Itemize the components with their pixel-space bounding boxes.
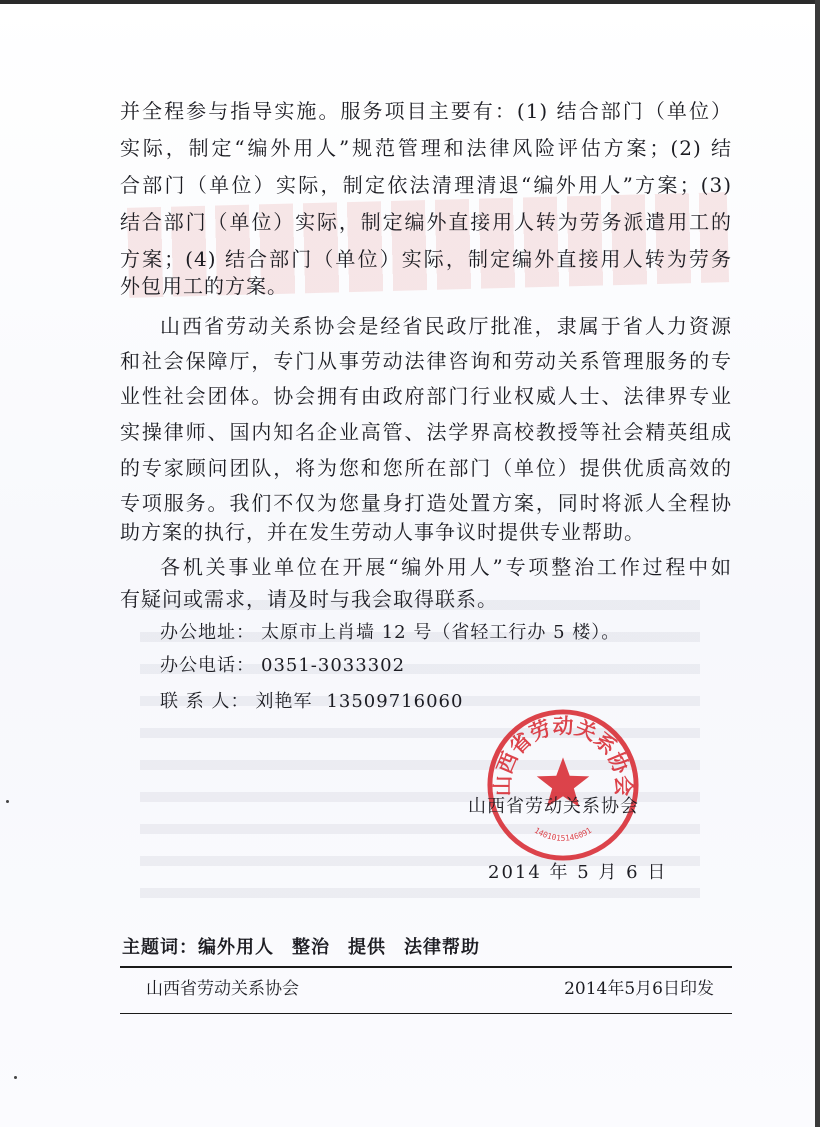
contact-address-label: 办公地址：	[160, 622, 255, 643]
contact-address-value: 太原市上肖墙 12 号（省轻工行办 5 楼）。	[261, 622, 621, 643]
contact-phone-value: 0351-3033302	[261, 655, 406, 676]
body-line: 实际，制定“编外用人”规范管理和法律风险评估方案；(2) 结	[120, 136, 732, 160]
footer-issue-date: 2014年5月6日印发	[564, 979, 714, 999]
body-line: 业性社会团体。协会拥有由政府部门行业权威人士、法律界专业	[120, 384, 732, 408]
seal-arc-text: 山西省劳动关系协会	[490, 714, 636, 797]
body-line: 合部门（单位）实际，制定依法清理清退“编外用人”方案；(3)	[120, 173, 732, 197]
body-line: 实操律师、国内知名企业高管、法学界高校教授等社会精英组成	[120, 420, 732, 444]
contact-person-name: 刘艳军	[255, 691, 313, 712]
body-line: 结合部门（单位）实际，制定编外直接用人转为劳务派遣用工的	[120, 210, 732, 234]
body-line: 各机关事业单位在开展“编外用人”专项整治工作过程中如	[160, 555, 732, 579]
contact-phone-label: 办公电话：	[160, 655, 255, 676]
scan-edge-right	[815, 0, 820, 1127]
contact-person-label: 联 系 人：	[160, 691, 250, 712]
subject-keywords	[122, 935, 498, 961]
scan-speck	[14, 1076, 17, 1079]
body-line: 助方案的执行，并在发生劳动人事争议时提供专业帮助。	[120, 520, 645, 544]
seal-code: 1401015146091	[532, 825, 594, 843]
body-line: 和社会保障厅，专门从事劳动法律咨询和劳动关系管理服务的专	[120, 349, 732, 373]
body-line: 并全程参与指导实施。服务项目主要有：(1) 结合部门（单位）	[120, 99, 732, 123]
footer-rule-top	[120, 966, 732, 968]
body-line: 外包用工的方案。	[120, 274, 288, 298]
contact-person	[160, 689, 463, 715]
keyword-term: 提供	[348, 937, 386, 958]
footer-issuer: 山西省劳动关系协会	[146, 979, 299, 999]
keyword-term: 法律帮助	[404, 937, 480, 958]
signature-org: 山西省劳动关系协会	[468, 796, 639, 817]
contact-address	[160, 620, 620, 646]
body-line: 专项服务。我们不仅为您量身打造处置方案，同时将派人全程协	[120, 491, 732, 515]
scan-speck	[6, 800, 9, 803]
signature-date: 2014 年 5 月 6 日	[488, 862, 668, 883]
official-seal	[484, 706, 642, 864]
body-line: 山西省劳动关系协会是经省民政厅批准，隶属于省人力资源	[160, 314, 732, 338]
body-line: 的专家顾问团队，将为您和您所在部门（单位）提供优质高效的	[120, 456, 732, 480]
keywords-label: 主题词：	[122, 937, 198, 958]
contact-phone	[160, 653, 405, 679]
contact-person-mobile: 13509716060	[326, 691, 464, 712]
keyword-term: 编外用人	[198, 937, 274, 958]
scan-edge-top	[0, 0, 820, 4]
body-line: 方案；(4) 结合部门（单位）实际，制定编外直接用人转为劳务	[120, 247, 732, 271]
keyword-term: 整治	[292, 937, 330, 958]
footer-rule-bottom	[120, 1013, 732, 1014]
body-line: 有疑问或需求，请及时与我会取得联系。	[120, 587, 498, 611]
